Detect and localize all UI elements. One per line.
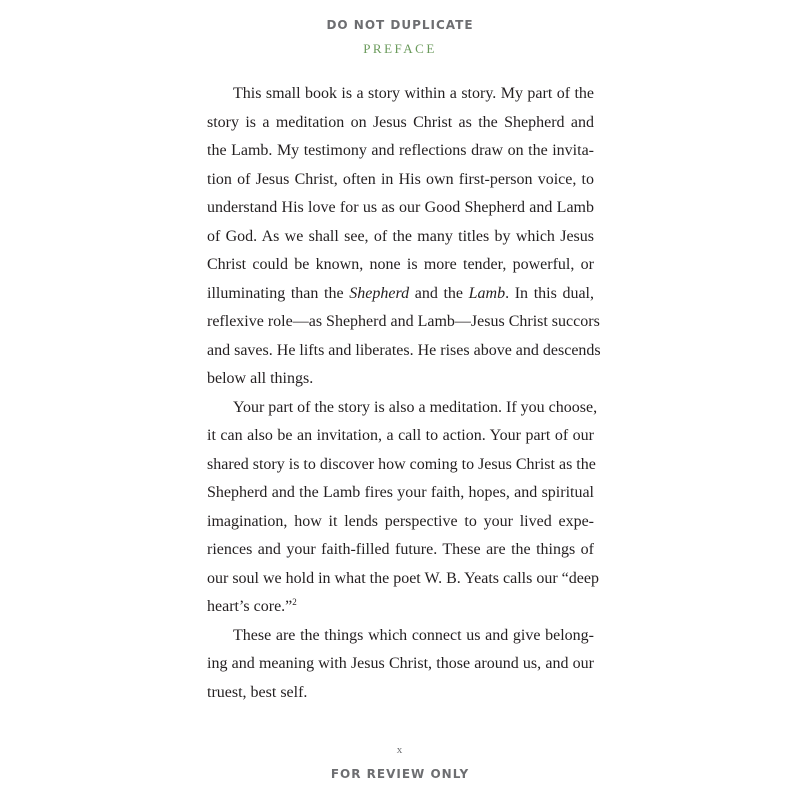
- text-line: the Lamb. My testimony and reflections draw on the invita-: [207, 142, 594, 159]
- text-line: ing and meaning with Jesus Christ, those around us, and our: [207, 655, 594, 672]
- text-line: riences and your faith-filled future. These are the things of: [207, 541, 594, 558]
- text-run: . In this dual,: [505, 284, 594, 302]
- text-line: story is a meditation on Jesus Christ as the Shepherd and: [207, 113, 594, 131]
- text-line: it can also be an invitation, a call to action. Your part of our: [207, 427, 594, 444]
- paragraph-2: [207, 394, 599, 622]
- text-line: These are the things which connect us and give belong-: [233, 626, 594, 644]
- italic-lamb: Lamb: [468, 284, 506, 302]
- text-line: Christ could be known, none is more tender, powerful, or: [207, 256, 594, 273]
- text-line-with-footnote: [207, 593, 594, 622]
- running-head-preface: PREFACE: [363, 41, 437, 56]
- text-line: This small book is a story within a story. My part of the: [233, 85, 594, 102]
- footnote-marker: 2: [292, 597, 297, 607]
- watermark-for-review-only: FOR REVIEW ONLY: [330, 767, 470, 781]
- text-run: illuminating than the: [207, 284, 350, 302]
- text-line: tion of Jesus Christ, often in His own first-person voice, to: [207, 170, 594, 188]
- text-line: shared story is to discover how coming to Jesus Christ as the: [207, 455, 596, 473]
- text-line: understand His love for us as our Good Shepherd and Lamb: [207, 199, 594, 216]
- text-line: of God. As we shall see, of the many titles by which Jesus: [207, 227, 594, 245]
- text-line: Shepherd and the Lamb fires your faith, hopes, and spiritual: [207, 484, 594, 501]
- watermark-do-not-duplicate: DO NOT DUPLICATE: [326, 18, 474, 32]
- text-line: below all things.: [207, 370, 314, 387]
- text-line: and saves. He lifts and liberates. He rises above and descends: [207, 341, 601, 359]
- paragraph-3: [207, 622, 594, 708]
- text-line: imagination, how it lends perspective to your lived expe-: [207, 512, 594, 530]
- italic-shepherd: Shepherd: [349, 284, 410, 302]
- text-line: Your part of the story is also a meditation. If you choose,: [233, 398, 598, 416]
- text-line: reflexive role—as Shepherd and Lamb—Jesus Christ succors: [207, 313, 600, 330]
- page-body: [207, 80, 601, 707]
- text-line-with-italics: [207, 280, 594, 309]
- text-run: and the: [409, 284, 469, 302]
- text-run: heart’s core.”: [207, 598, 293, 615]
- page-number: x: [396, 744, 404, 756]
- text-line: our soul we hold in what the poet W. B. Yeats calls our “deep: [207, 569, 599, 587]
- text-line: truest, best self.: [207, 683, 308, 701]
- paragraph-1: [207, 80, 601, 394]
